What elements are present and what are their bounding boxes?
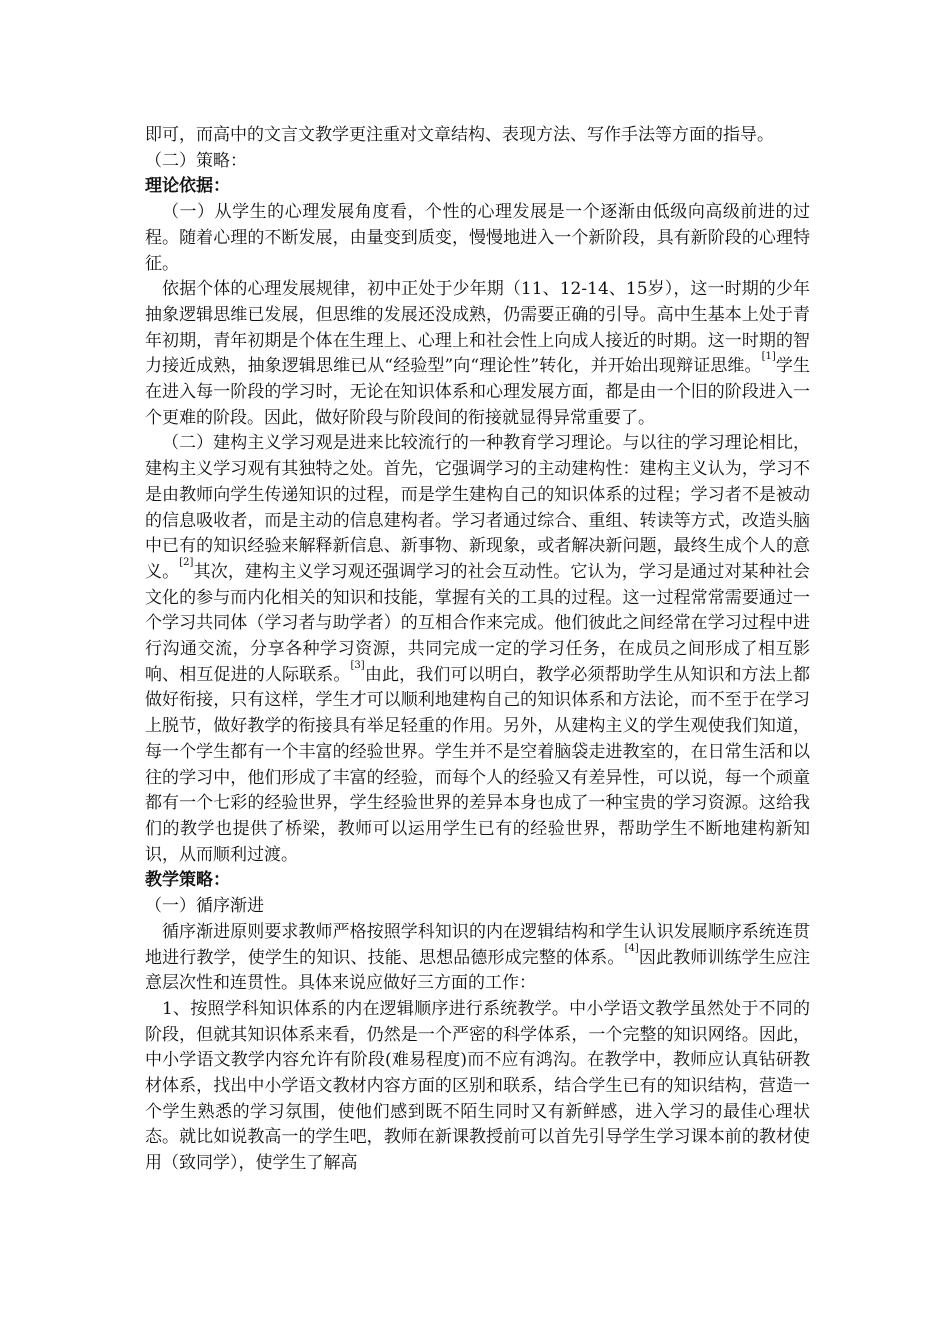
text-segment: 循序渐进原则要求教师严格按照学科知识的内在逻辑结构和学生认识发展顺序系统连贯地进行教学，使学生的知识、技能、思想品德形成完整的体系。 xyxy=(145,921,810,968)
citation-ref: [1] xyxy=(761,351,776,363)
citation-ref: [3] xyxy=(350,659,365,671)
text-segment: 学生在进入每一阶段的学习时，无论在知识体系和心理发展方面，都是由一个旧的阶段进入一个更难的阶段。因此，做好阶段与阶段间的衔接就显得异常重要了。 xyxy=(145,356,810,428)
paragraph-gradual-principle xyxy=(145,920,810,997)
subsection-gradual-progress: （一）循序渐进 xyxy=(145,896,264,917)
citation-ref: [4] xyxy=(624,942,639,954)
text-segment: （二）建构主义学习观是进来比较流行的一种教育学习理论。与以往的学习理论相比，建构主义学习观有其独特之处。首先，它强调学习的主动建构性：建构主义认为，学习不是由教师向学生传递知识的过程，而是学生建构自己的知识体系的过程；学习者不是被动的信息吸收者，而是主动的信息建构者。学习者通过综合、重组、转读等方式，改造头脑中已有的知识经验来解释新信息、新事物、新现象，或者解决新问题，最终生成个人的意义。 xyxy=(145,433,810,582)
text-segment: 其次，建构主义学习观还强调学习的社会互动性。它认为，学习是通过对某种社会文化的参与而内化相关的知识和技能，掌握有关的工具的过程。这一过程常常需要通过一个学习共同体（学习者与助学者）的互相合作来完成。他们彼此之间经常在学习过程中进行沟通交流，分享各种学习资源，共同完成一定的学习任务，在成员之间形成了相互影响、相互促进的人际联系。 xyxy=(145,561,811,685)
paragraph-systematic-teaching: 1、按照学科知识体系的内在逻辑顺序进行系统教学。中小学语文教学虽然处于不同的阶段，但就其知识体系来看，仍然是一个严密的科学体系，一个完整的知识网络。因此，中小学语文教学内容允许有阶段(难易程度)而不应有鸿沟。在教学中，教师应认真钻研教材体系，找出中小学语文教材内容方面的区别和联系，结合学生已有的知识结构，营造一个学生熟悉的学习氛围，使他们感到既不陌生同时又有新鲜感，进入学习的最佳心理状态。就比如说教高一的学生吧，教师在新课教授前可以首先引导学生学习课本前的教材使用（致同学），使学生了解高 xyxy=(145,998,810,1174)
text-segment: 因此教师训练学生应注意层次性和连贯性。具体来说应做好三方面的工作： xyxy=(145,947,811,994)
teaching-strategy-heading: 教学策略： xyxy=(145,870,230,891)
text-segment: 依据个体的心理发展规律，初中正处于少年期（11、12-14、15岁），这一时期的少年抽象逻辑思维已发展，但思维的发展还没成熟，仍需要正确的引导。高中生基本上处于青年初期，青年初期是个体在生理上、心理上和社会性上向成人接近的时期。这一时期的智力接近成熟，抽象逻辑思维已从“经验型”向“理论性”转化，并开始出现辩证思维。 xyxy=(145,279,810,377)
document-page xyxy=(145,123,810,1177)
text-segment: 由此，我们可以明白，教学必须帮助学生从知识和方法上都做好衔接，只有这样，学生才可以顺利地建构自己的知识体系和方法论，而不至于在学习上脱节，做好教学的衔接具有举足轻重的作用。另外，从建构主义的学生观使我们知道，每一个学生都有一个丰富的经验世界。学生并不是空着脑袋走进教室的，在日常生活和以往的学习中，他们形成了丰富的经验，而每个人的经验又有差异性，可以说，每一个顽童都有一个七彩的经验世界，学生经验世界的差异本身也成了一种宝贵的学习资源。这给我们的教学也提供了桥梁，教师可以运用学生已有的经验世界，帮助学生不断地建构新知识，从而顺利过渡。 xyxy=(145,664,811,865)
paragraph-constructivism xyxy=(145,431,810,868)
theory-basis-heading: 理论依据： xyxy=(145,176,230,197)
paragraph-psychology: （一）从学生的心理发展角度看，个性的心理发展是一个逐渐由低级向高级前进的过程。随着心理的不断发展，由量变到质变，慢慢地进入一个新阶段，具有新阶段的心理特征。 xyxy=(145,202,810,274)
citation-ref: [2] xyxy=(179,556,194,568)
paragraph-intro: 即可，而高中的文言文教学更注重对文章结构、表现方法、写作手法等方面的指导。 xyxy=(145,125,774,145)
paragraph-development-stages xyxy=(145,277,810,431)
section-strategy-heading: （二）策略： xyxy=(145,150,247,171)
